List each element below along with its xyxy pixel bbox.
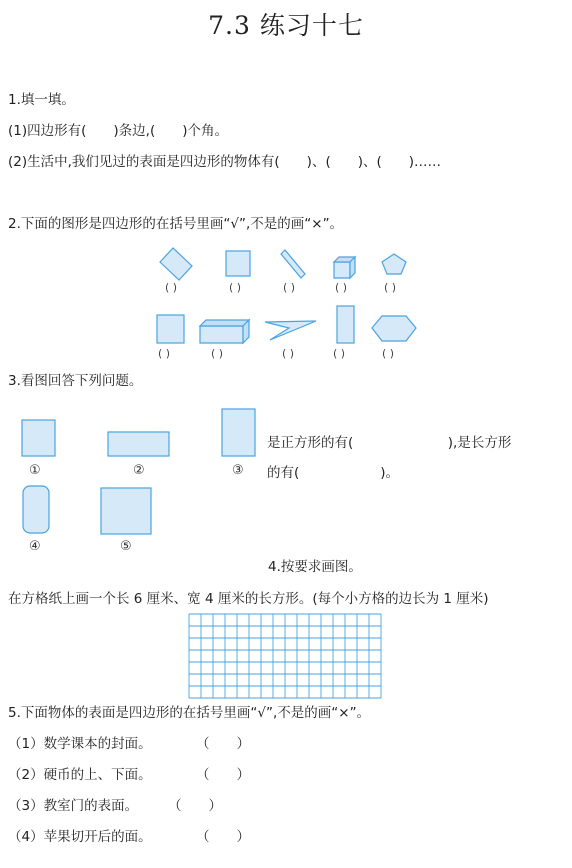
q5-heading: 5.下面物体的表面是四边形的在括号里画“√”,不是的画“×”。 <box>8 705 371 721</box>
figure-label-1: ① <box>29 463 41 478</box>
q5-item-3-paren[interactable]: （ ） <box>168 798 222 814</box>
answer-paren[interactable]: ( ) <box>384 281 397 294</box>
q3-answer-line1: 是正方形的有( ),是长方形 <box>267 435 512 451</box>
answer-paren[interactable]: ( ) <box>335 281 348 294</box>
q5-item-2: （2）硬币的上、下面。 <box>8 767 152 783</box>
slanted-bar-shape <box>281 250 305 278</box>
pentagon-shape <box>382 254 406 274</box>
figure-1-square <box>22 420 55 456</box>
q5-item-4: （4）苹果切开后的面。 <box>8 829 152 845</box>
q1-line1: (1)四边形有( )条边,( )个角。 <box>8 123 228 139</box>
answer-paren[interactable]: ( ) <box>158 347 171 360</box>
q5-item-1: （1）数学课本的封面。 <box>8 736 152 752</box>
q4-text: 在方格纸上画一个长 6 厘米、宽 4 厘米的长方形。(每个小方格的边长为 1 厘米) <box>8 591 489 607</box>
q1-heading: 1.填一填。 <box>8 92 75 108</box>
q3-answer-line2: 的有( )。 <box>267 465 400 481</box>
figure-label-5: ⑤ <box>120 539 132 554</box>
answer-paren[interactable]: ( ) <box>211 347 224 360</box>
figure-2-rectangle <box>108 432 169 456</box>
q5-item-2-paren[interactable]: （ ） <box>196 767 250 783</box>
figure-4-rounded-rectangle <box>23 486 49 533</box>
q5-item-1-paren[interactable]: （ ） <box>196 736 250 752</box>
square-shape-2 <box>157 315 184 343</box>
answer-paren[interactable]: ( ) <box>165 281 178 294</box>
answer-paren[interactable]: ( ) <box>283 281 296 294</box>
answer-paren[interactable]: ( ) <box>333 347 346 360</box>
rotated-square-shape <box>160 248 192 280</box>
cuboid-shape <box>200 320 249 343</box>
figure-label-2: ② <box>133 463 145 478</box>
square-shape <box>226 251 250 276</box>
q2-heading: 2.下面的图形是四边形的在括号里画“√”,不是的画“×”。 <box>8 216 344 232</box>
answer-paren[interactable]: ( ) <box>229 281 242 294</box>
q4-heading: 4.按要求画图。 <box>268 559 362 575</box>
tall-rectangle-shape <box>337 306 354 343</box>
grid-paper <box>189 614 381 698</box>
arrow-quadrilateral-shape <box>265 321 316 340</box>
answer-paren[interactable]: ( ) <box>282 347 295 360</box>
q5-item-3: （3）教室门的表面。 <box>8 798 139 814</box>
q3-heading: 3.看图回答下列问题。 <box>8 373 143 389</box>
q5-item-4-paren[interactable]: （ ） <box>196 829 250 845</box>
hexagon-shape <box>372 316 416 341</box>
figure-label-3: ③ <box>232 463 244 478</box>
page-title: 7.3 练习十七 <box>208 11 364 40</box>
figure-5-square <box>101 488 151 534</box>
figure-3-rectangle <box>222 409 255 456</box>
figure-label-4: ④ <box>29 539 41 554</box>
q1-line2: (2)生活中,我们见过的表面是四边形的物体有( )、( )、( )…… <box>8 154 442 170</box>
answer-paren[interactable]: ( ) <box>382 347 395 360</box>
small-cube-shape <box>334 257 355 278</box>
